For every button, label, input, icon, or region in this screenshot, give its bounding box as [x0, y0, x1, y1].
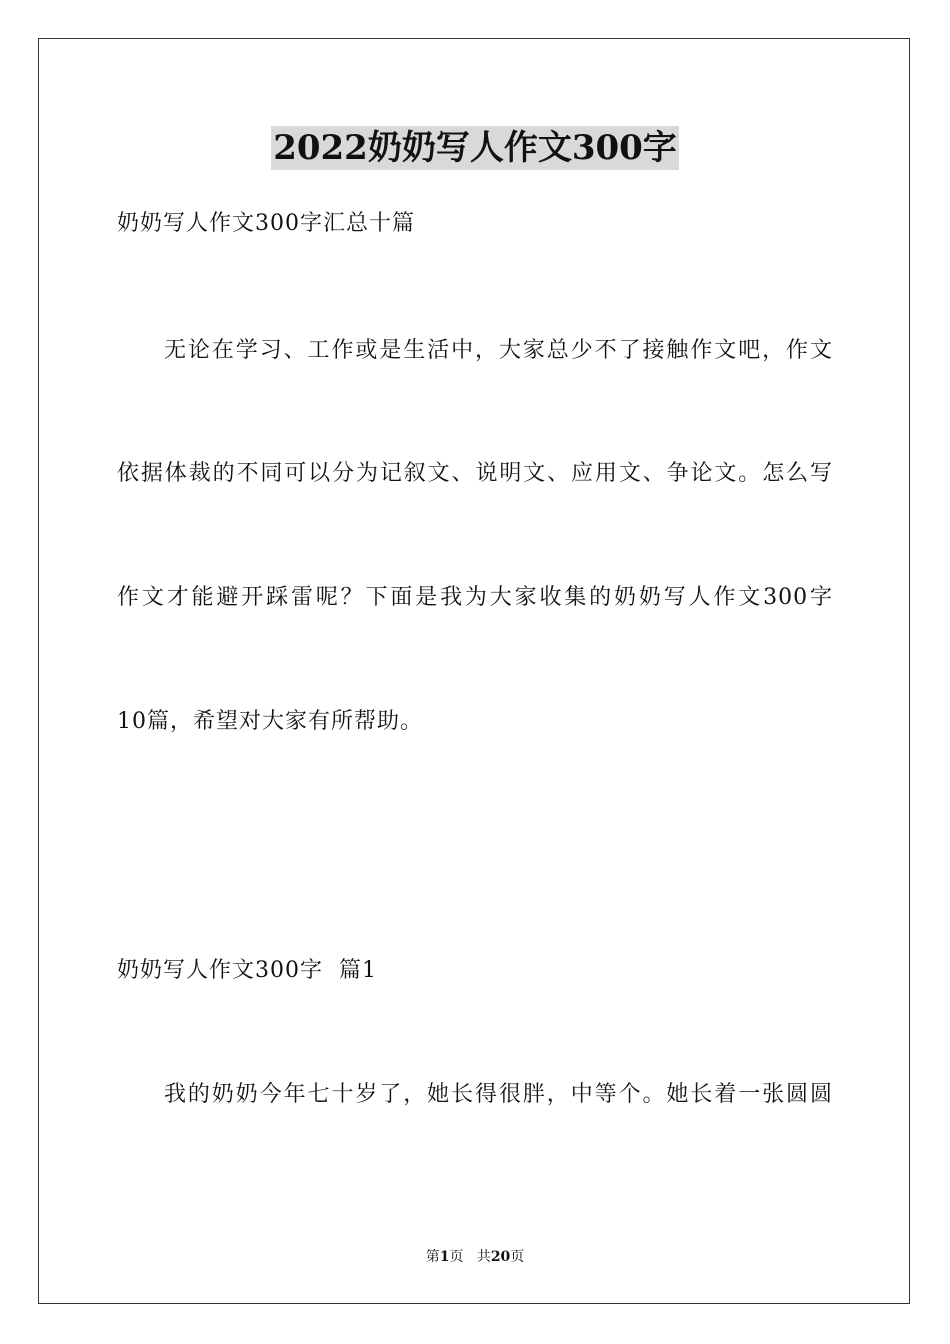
footer-page-number: 1: [439, 1249, 450, 1265]
section-line-1: 我的奶奶今年七十岁了，她长得很胖，中等个。她长着一张圆圆: [164, 1082, 833, 1107]
document-title: 2022奶奶写人作文300字: [273, 128, 677, 168]
intro-line-3: 作文才能避开踩雷呢？下面是我为大家收集的奶奶写人作文300字: [117, 585, 833, 610]
footer-total-pages: 20: [490, 1249, 511, 1265]
footer-total-suffix: 页: [510, 1249, 525, 1265]
footer-page-suffix: 页: [449, 1249, 464, 1265]
page-footer: [0, 1247, 950, 1267]
title-container: [0, 126, 950, 170]
footer-total-prefix: 共: [476, 1249, 491, 1265]
intro-line-1: 无论在学习、工作或是生活中，大家总少不了接触作文吧，作文: [164, 338, 833, 363]
intro-line-2: 依据体裁的不同可以分为记叙文、说明文、应用文、争论文。怎么写: [117, 461, 833, 486]
footer-prefix: 第: [425, 1249, 440, 1265]
document-subtitle: 奶奶写人作文300字汇总十篇: [117, 211, 415, 236]
section-heading: 奶奶写人作文300字 篇1: [117, 958, 377, 983]
intro-line-4: 10篇，希望对大家有所帮助。: [117, 709, 423, 734]
